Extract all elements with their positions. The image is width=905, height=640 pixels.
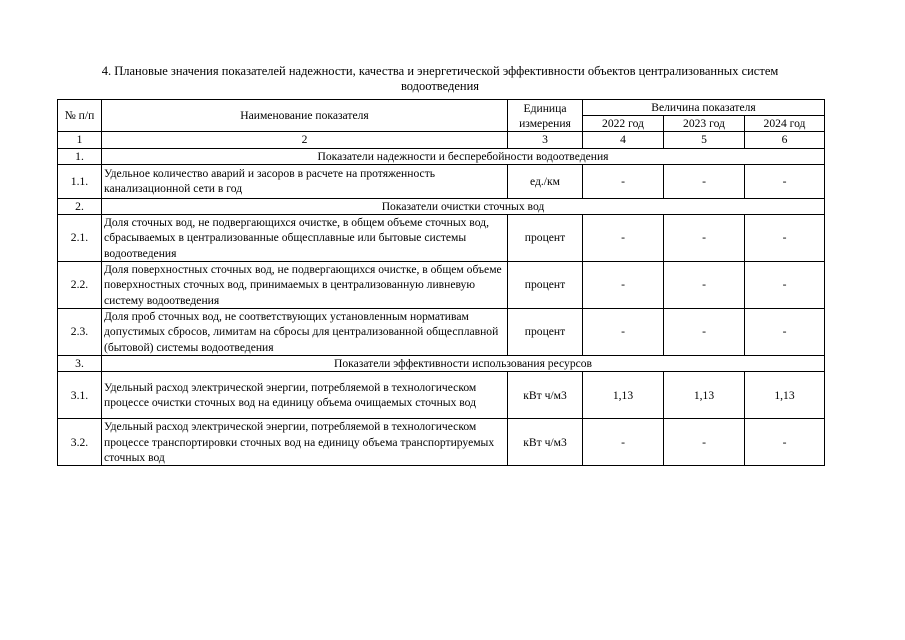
row-name: Доля сточных вод, не подвергающихся очистке, в общем объеме сточных вод, сбрасываемых в централизованные общесплавные или бытовые системы водоотведения <box>102 215 508 262</box>
row-num: 1.1. <box>58 164 102 198</box>
table-row <box>58 164 825 198</box>
column-number: 5 <box>664 132 745 148</box>
header-year: 2022 год <box>583 116 664 132</box>
row-num: 3.1. <box>58 372 102 419</box>
row-name: Доля поверхностных сточных вод, не подвергающихся очистке, в общем объеме поверхностных сточных вод, принимаемых в централизованную ливневую систему водоотведения <box>102 262 508 309</box>
row-value-2023: - <box>664 215 745 262</box>
row-value-2024: 1,13 <box>745 372 825 419</box>
header-row-1 <box>58 100 825 116</box>
column-number: 2 <box>102 132 508 148</box>
header-name: Наименование показателя <box>102 100 508 132</box>
column-number: 3 <box>508 132 583 148</box>
row-unit: кВт ч/м3 <box>508 372 583 419</box>
indicators-table <box>57 99 825 466</box>
row-value-2022: - <box>583 164 664 198</box>
row-value-2022: 1,13 <box>583 372 664 419</box>
row-value-2024: - <box>745 419 825 466</box>
header-num: № п/п <box>58 100 102 132</box>
header-unit-line2: измерения <box>519 116 571 130</box>
row-unit: процент <box>508 215 583 262</box>
section-num: 3. <box>58 356 102 372</box>
header-unit-line1: Единица <box>523 101 567 115</box>
table-row <box>58 419 825 466</box>
row-num: 3.2. <box>58 419 102 466</box>
header-value-group: Величина показателя <box>583 100 825 116</box>
header-unit <box>508 100 583 132</box>
table-row <box>58 309 825 356</box>
section-title: Показатели очистки сточных вод <box>102 198 825 214</box>
column-numbers-row <box>58 132 825 148</box>
column-number: 4 <box>583 132 664 148</box>
row-value-2023: - <box>664 164 745 198</box>
header-year: 2024 год <box>745 116 825 132</box>
row-value-2022: - <box>583 215 664 262</box>
row-value-2024: - <box>745 262 825 309</box>
row-value-2024: - <box>745 309 825 356</box>
section-title: Показатели надежности и бесперебойности водоотведения <box>102 148 825 164</box>
row-value-2023: - <box>664 419 745 466</box>
document-title-line2: водоотведения <box>400 79 480 93</box>
row-name: Удельный расход электрической энергии, потребляемой в технологическом процессе транспортировки сточных вод на единицу объема транспортируемых сточных вод <box>102 419 508 466</box>
section-num: 1. <box>58 148 102 164</box>
row-value-2023: 1,13 <box>664 372 745 419</box>
row-value-2022: - <box>583 262 664 309</box>
row-name: Удельное количество аварий и засоров в расчете на протяженность канализационной сети в год <box>102 164 508 198</box>
row-unit: ед./км <box>508 164 583 198</box>
row-value-2023: - <box>664 309 745 356</box>
document-title <box>80 64 800 94</box>
row-num: 2.2. <box>58 262 102 309</box>
section-row <box>58 198 825 214</box>
section-row <box>58 148 825 164</box>
row-unit: процент <box>508 262 583 309</box>
table-row <box>58 372 825 419</box>
row-unit: кВт ч/м3 <box>508 419 583 466</box>
section-title: Показатели эффективности использования ресурсов <box>102 356 825 372</box>
row-name: Удельный расход электрической энергии, потребляемой в технологическом процессе очистки сточных вод на единицу объема очищаемых сточных вод <box>102 372 508 419</box>
table-row <box>58 262 825 309</box>
row-value-2024: - <box>745 215 825 262</box>
table-row <box>58 215 825 262</box>
row-name: Доля проб сточных вод, не соответствующих установленным нормативам допустимых сбросов, лимитам на сбросы для централизованной общесплавной (бытовой) системы водоотведения <box>102 309 508 356</box>
row-unit: процент <box>508 309 583 356</box>
column-number: 6 <box>745 132 825 148</box>
row-value-2022: - <box>583 309 664 356</box>
row-value-2023: - <box>664 262 745 309</box>
section-num: 2. <box>58 198 102 214</box>
row-num: 2.1. <box>58 215 102 262</box>
column-number: 1 <box>58 132 102 148</box>
document-title-line1: 4. Плановые значения показателей надежности, качества и энергетической эффективности объектов централизованных систем <box>101 64 779 78</box>
row-value-2024: - <box>745 164 825 198</box>
section-row <box>58 356 825 372</box>
row-num: 2.3. <box>58 309 102 356</box>
row-value-2022: - <box>583 419 664 466</box>
header-year: 2023 год <box>664 116 745 132</box>
